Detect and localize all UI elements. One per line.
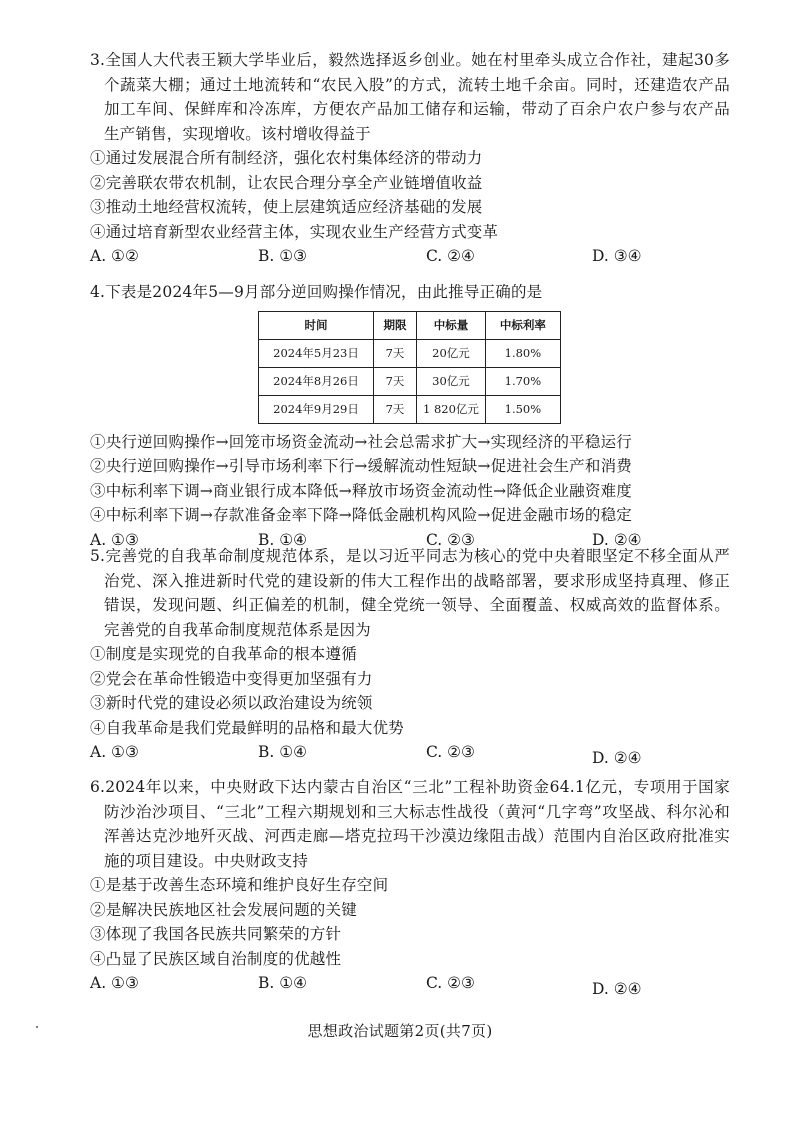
- table-header-amount: 中标量: [417, 311, 486, 339]
- question-5-choice-b[interactable]: B. ①④: [258, 743, 308, 761]
- table-header-time: 时间: [259, 311, 374, 339]
- question-4-option-3: ③中标利率下调→商业银行成本降低→释放市场资金流动性→降低企业融资难度: [90, 481, 632, 500]
- table-cell-rate: 1.80%: [485, 339, 560, 367]
- question-3-stem: 3.全国人大代表王颖大学毕业后，毅然选择返乡创业。她在村里牵头成立合作社，建起30多个蔬菜大棚；通过土地流转和“农民入股”的方式，流转土地千余亩。同时，还建造农产品加工车间、保鲜库和冷冻库，方便农产品加工储存和运输，带动了百余户农户参与农产品生产销售，实现增收。该村增收得益于: [90, 51, 730, 143]
- question-6-choice-c[interactable]: C. ②③: [426, 974, 475, 992]
- table-row: [259, 339, 561, 367]
- table-cell-rate: 1.50%: [485, 395, 560, 423]
- question-6-choice-a[interactable]: A. ①③: [90, 974, 139, 992]
- table-cell-term: 7天: [374, 339, 417, 367]
- table-header-row: [259, 311, 561, 339]
- question-5-choice-a[interactable]: A. ①③: [90, 743, 139, 761]
- question-6-choices: [90, 971, 730, 996]
- question-6-option-3: ③体现了我国各民族共同繁荣的方针: [90, 925, 342, 943]
- question-5: [90, 544, 730, 765]
- question-4-stem: 4.下表是2024年5—9月部分逆回购操作情况，由此推导正确的是: [90, 283, 543, 301]
- question-3-option-4: ④通过培育新型农业经营主体，实现农业生产经营方式变革: [90, 222, 499, 241]
- question-3-choice-d[interactable]: D. ③④: [592, 247, 642, 265]
- question-5-option-4: ④自我革命是我们党最鲜明的品格和最大优势: [90, 718, 405, 737]
- table-cell-amount: 20亿元: [417, 339, 486, 367]
- question-5-choices: [90, 740, 730, 765]
- question-4: [90, 280, 730, 553]
- table-row: [259, 367, 561, 395]
- question-3-choice-c[interactable]: C. ②④: [426, 247, 475, 265]
- table-cell-amount: 30亿元: [417, 367, 486, 395]
- question-5-choice-c[interactable]: C. ②③: [426, 743, 475, 761]
- question-3-choices: [90, 244, 730, 269]
- question-5-option-1: ①制度是实现党的自我革命的根本遵循: [90, 645, 357, 663]
- question-3: [90, 48, 730, 269]
- reverse-repo-table: [258, 311, 561, 424]
- question-4-choice-b[interactable]: B. ①④: [258, 530, 308, 549]
- table-cell-time: 2024年8月26日: [259, 367, 374, 395]
- question-5-choice-d[interactable]: D. ②④: [592, 749, 642, 767]
- table-cell-time: 2024年9月29日: [259, 395, 374, 423]
- table-header-term: 期限: [374, 311, 417, 339]
- question-4-choice-a[interactable]: A. ①③: [90, 530, 139, 549]
- question-4-option-1: ①央行逆回购操作→回笼市场资金流动→社会总需求扩大→实现经济的平稳运行: [90, 432, 632, 451]
- question-4-choice-c[interactable]: C. ②③: [426, 530, 475, 549]
- question-6: [90, 775, 730, 996]
- question-6-choice-d[interactable]: D. ②④: [592, 980, 642, 998]
- question-6-choice-b[interactable]: B. ①④: [258, 974, 308, 992]
- table-cell-term: 7天: [374, 367, 417, 395]
- page-footer: 思想政治试题第2页(共7页): [307, 1022, 493, 1040]
- question-6-option-2: ②是解决民族地区社会发展问题的关键: [90, 900, 357, 919]
- question-4-option-2: ②央行逆回购操作→引导市场利率下行→缓解流动性短缺→促进社会生产和消费: [90, 457, 632, 475]
- question-3-option-2: ②完善联农带农机制，让农民合理分享全产业链增值收益: [90, 173, 483, 192]
- question-3-option-1: ①通过发展混合所有制经济，强化农村集体经济的带动力: [90, 149, 483, 167]
- question-6-stem: 6.2024年以来，中央财政下达内蒙古自治区“三北”工程补助资金64.1亿元，专项用于国家防沙治沙项目、“三北”工程六期规划和三大标志性战役（黄河“几字弯”攻坚战、科尔沁和浑善达克沙地歼灭战、河西走廊—塔克拉玛干沙漠边缘阻击战）范围内自治区政府批准实施的项目建设。中央财政支持: [90, 778, 730, 870]
- question-5-option-3: ③新时代党的建设必须以政治建设为统领: [90, 694, 373, 712]
- table-header-rate: 中标利率: [485, 311, 560, 339]
- table-cell-time: 2024年5月23日: [259, 339, 374, 367]
- table-cell-term: 7天: [374, 395, 417, 423]
- table-cell-rate: 1.70%: [485, 367, 560, 395]
- question-6-option-1: ①是基于改善生态环境和维护良好生存空间: [90, 876, 389, 894]
- question-3-choice-a[interactable]: A. ①②: [90, 247, 139, 265]
- table-row: [259, 395, 561, 423]
- question-5-option-2: ②党会在革命性锻造中变得更加坚强有力: [90, 669, 373, 688]
- question-6-option-4: ④凸显了民族区域自治制度的优越性: [90, 949, 342, 968]
- question-5-stem: 5.完善党的自我革命制度规范体系，是以习近平同志为核心的党中央着眼坚定不移全面从严治党、深入推进新时代党的建设新的伟大工程作出的战略部署，要求形成坚持真理、修正错误，发现问题、纠正偏差的机制，健全党统一领导、全面覆盖、权威高效的监督体系。完善党的自我革命制度规范体系是因为: [90, 547, 730, 639]
- question-4-choice-d[interactable]: D. ②④: [592, 530, 642, 549]
- question-3-choice-b[interactable]: B. ①③: [258, 247, 308, 265]
- question-4-option-4: ④中标利率下调→存款准备金率下降→降低金融机构风险→促进金融市场的稳定: [90, 506, 632, 524]
- question-3-option-3: ③推动土地经营权流转，使上层建筑适应经济基础的发展: [90, 198, 483, 216]
- table-cell-amount: 1 820亿元: [417, 395, 486, 423]
